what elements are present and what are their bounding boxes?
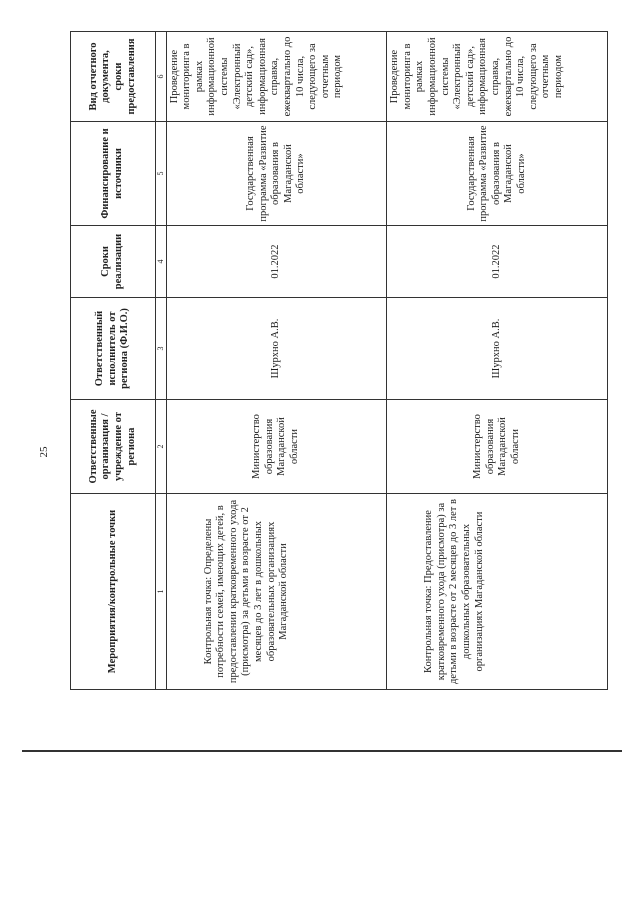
col-number: 3 [156, 298, 167, 400]
row-funding: Государственная программа «Развитие образования в Магаданской области» [387, 122, 608, 226]
row-person: Шурхно А.В. [387, 298, 608, 400]
row-report: Проведение мониторинга в рамках информационной системы «Электронный детский сад», информационная справка, ежеквартально до 10 числа, следующего за отчетным периодом [387, 32, 608, 122]
row-org: Министерство образования Магаданской области [166, 400, 387, 494]
row-funding: Государственная программа «Развитие образования в Магаданской области» [166, 122, 387, 226]
row-date: 01.2022 [387, 226, 608, 298]
col-number: 6 [156, 32, 167, 122]
table-row [387, 32, 608, 690]
header-events: Мероприятия/контрольные точки [71, 494, 156, 690]
row-person: Шурхно А.В. [166, 298, 387, 400]
header-person: Ответственный исполнитель от региона (Ф.И.О.) [71, 298, 156, 400]
row-org: Министерство образования Магаданской области [387, 400, 608, 494]
table-row [166, 32, 387, 690]
col-number: 1 [156, 494, 167, 690]
col-number: 5 [156, 122, 167, 226]
row-report: Проведение мониторинга в рамках информационной системы «Электронный детский сад», информационная справка, ежеквартально до 10 числа, следующего за отчетным периодом [166, 32, 387, 122]
table-header-row [71, 32, 156, 690]
header-report: Вид отчетного документа, сроки предоставления [71, 32, 156, 122]
column-number-row [156, 32, 167, 690]
header-funding: Финансирование и источники [71, 122, 156, 226]
col-number: 2 [156, 400, 167, 494]
col-number: 4 [156, 226, 167, 298]
row-event: Контрольная точка: Предоставление кратковременного ухода (присмотра) за детьми в возрасте от 2 месяцев до 3 лет в дошкольных образовательных организациях Магаданской области [387, 494, 608, 690]
page-number: 25 [38, 446, 50, 458]
bottom-rule [22, 750, 622, 752]
header-dates: Сроки реализации [71, 226, 156, 298]
rotated-table-container [70, 32, 608, 690]
row-date: 01.2022 [166, 226, 387, 298]
plan-table [70, 31, 608, 690]
header-org: Ответственные организация / учреждение от региона [71, 400, 156, 494]
row-event: Контрольная точка: Определены потребности семей, имеющих детей, в предоставлении кратковременного ухода (присмотра) за детьми в возрасте от 2 месяцев до 3 лет в дошкольных образовательных организациях Магаданской области [166, 494, 387, 690]
